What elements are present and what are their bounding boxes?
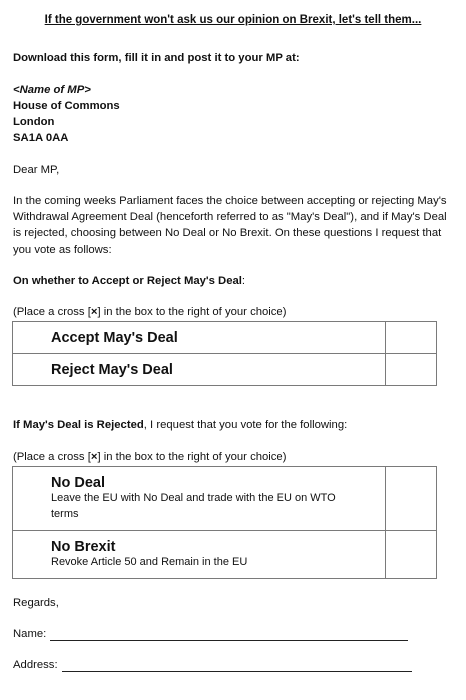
option-label-cell [13,322,386,354]
page-heading: If the government won't ask us our opinion on Brexit, let's tell them... [44,14,422,26]
section2-instruction [13,451,286,463]
accept-checkbox[interactable] [386,322,437,354]
table-row [13,354,437,386]
option-no-deal-description: Leave the EU with No Deal and trade with the EU on WTO terms [51,492,336,520]
section2-heading-bold: If May's Deal is Rejected [13,419,144,431]
no-deal-checkbox[interactable] [386,467,437,531]
salutation: Dear MP, [13,164,60,176]
address-line-3: SA1A 0AA [13,132,69,144]
address-label: Address: [13,659,58,671]
section1-choice-table [12,321,437,386]
option-no-brexit-label: No Brexit [51,538,116,555]
section2-heading [13,419,347,431]
no-brexit-checkbox[interactable] [386,531,437,579]
instruction-text: Download this form, fill it in and post it to your MP at: [13,52,300,64]
section1-heading [13,275,245,287]
table-row [13,467,437,531]
name-field[interactable] [50,628,408,641]
instruction-pre: (Place a cross [ [13,451,91,463]
section1-instruction [13,306,286,318]
section1-heading-bold: On whether to Accept or Reject May's Deal [13,275,242,287]
address-field[interactable] [62,659,412,672]
closing-text: Regards, [13,597,59,609]
name-label: Name: [13,628,47,640]
option-label-cell [13,531,386,579]
instruction-post: ] in the box to the right of your choice) [97,451,287,463]
section2-heading-tail: , I request that you vote for the following: [143,419,348,431]
option-label-cell [13,467,386,531]
option-no-deal-label: No Deal [51,475,105,491]
instruction-pre: (Place a cross [ [13,306,91,318]
option-label-cell [13,354,386,386]
reject-checkbox[interactable] [386,354,437,386]
address-line-1: House of Commons [13,100,120,112]
section2-choice-table [12,466,437,579]
table-row [13,531,437,579]
option-no-brexit-description: Revoke Article 50 and Remain in the EU [51,555,248,568]
section1-heading-tail: : [241,275,246,287]
mp-name-placeholder: <Name of MP> [13,84,91,96]
table-row [13,322,437,354]
cross-symbol-icon: × [90,451,98,463]
option-reject-label: Reject May's Deal [51,361,173,378]
option-accept-label: Accept May's Deal [51,329,178,346]
instruction-post: ] in the box to the right of your choice) [97,306,287,318]
intro-paragraph: In the coming weeks Parliament faces the choice between accepting or rejecting May's Withdrawal Agreement Deal (henceforth referred to as "May's Deal"), and if May's Deal is rejected, choosing between No Deal or No Brexit. On these questions I request that you vote as follows: [13,195,447,256]
address-line-2: London [13,116,55,128]
cross-symbol-icon: × [90,306,98,318]
